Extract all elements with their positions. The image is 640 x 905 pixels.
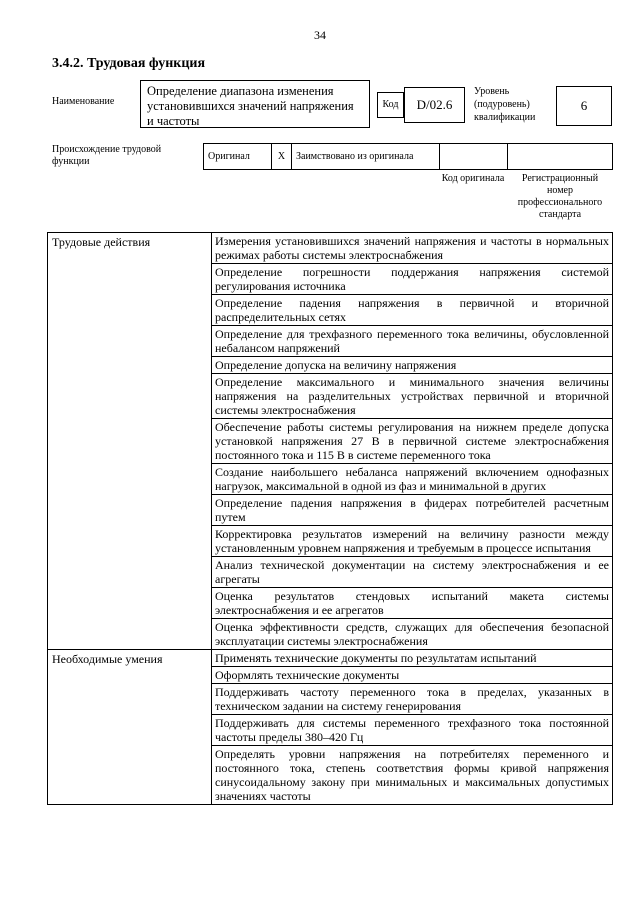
origin-label: Происхождение трудовой функции [52, 144, 162, 167]
labor-action-item: Определение падения напряжения в первичной и вторичной распределительных сетях [212, 295, 613, 326]
labor-action-item: Измерения установившихся значений напряжения и частоты в нормальных режимах работы системы электроснабжения [212, 233, 613, 264]
section-title: 3.4.2. Трудовая функция [52, 56, 206, 71]
level-value: 6 [556, 86, 612, 126]
labor-action-row [48, 233, 613, 264]
required-skill-item: Определять уровни напряжения на потребителях переменного и постоянного тока, степень соответствия формы кривой напряжения синусоидальному закону при минимальных и максимальных допустимых значениях частоты [212, 746, 613, 805]
labor-action-item: Определение для трехфазного переменного тока величины, обусловленной небалансом напряжений [212, 326, 613, 357]
required-skill-item: Оформлять технические документы [212, 667, 613, 684]
labor-action-item: Определение максимального и минимального значения величины напряжения на разделительных устройствах первичной и вторичной системы электроснабжения [212, 374, 613, 419]
code-label: Код [377, 92, 404, 118]
labor-action-item: Определение погрешности поддержания напряжения системой регулирования источника [212, 264, 613, 295]
registration-caption: Регистрационный номер профессионального стандарта [517, 173, 603, 220]
required-skill-item: Поддерживать для системы переменного трехфазного тока постоянной частоты пределы 380–420 Гц [212, 715, 613, 746]
labor-action-item: Анализ технической документации на систему электроснабжения и ее агрегаты [212, 557, 613, 588]
labor-action-item: Корректировка результатов измерений на величину разности между установленным уровнем напряжения и требуемым в процессе испытания [212, 526, 613, 557]
origin-table [203, 143, 613, 170]
original-label: Оригинал [204, 144, 272, 170]
code-value: D/02.6 [404, 87, 465, 123]
original-code-cell [440, 144, 508, 170]
original-mark: X [272, 144, 292, 170]
required-skill-item: Поддерживать частоту переменного тока в пределах, указанных в техническом задании на систему генерирования [212, 684, 613, 715]
page-number: 34 [314, 28, 326, 42]
required-skill-item: Применять технические документы по результатам испытаний [212, 650, 613, 667]
labor-action-item: Оценка эффективности средств, служащих для обеспечения безопасной эксплуатации системы электроснабжения [212, 619, 613, 650]
labor-action-item: Определение падения напряжения в фидерах потребителей расчетным путем [212, 495, 613, 526]
required-skill-category: Необходимые умения [48, 650, 212, 805]
required-skill-row [48, 650, 613, 667]
labor-action-category: Трудовые действия [48, 233, 212, 650]
registration-number-cell [508, 144, 613, 170]
labor-action-item: Создание наибольшего небаланса напряжений включением однофазных нагрузок, максимальной в одной из фаз и минимальной в других [212, 464, 613, 495]
function-name-box: Определение диапазона изменения установившихся значений напряжения и частоты [140, 80, 370, 128]
labor-function-body [48, 233, 613, 805]
labor-function-table [47, 232, 613, 805]
level-label: Уровень (подуровень) квалификации [474, 86, 536, 123]
code-caption: Код оригинала [441, 173, 505, 184]
borrowed-label: Заимствовано из оригинала [292, 144, 440, 170]
labor-action-item: Определение допуска на величину напряжения [212, 357, 613, 374]
labor-action-item: Оценка результатов стендовых испытаний макета системы электроснабжения и ее агрегатов [212, 588, 613, 619]
name-label: Наименование [52, 96, 115, 107]
labor-action-item: Обеспечение работы системы регулирования на нижнем пределе допуска установкой напряжения 27 В в первичной системе электроснабжения постоянного тока и 115 В в системе переменного тока [212, 419, 613, 464]
